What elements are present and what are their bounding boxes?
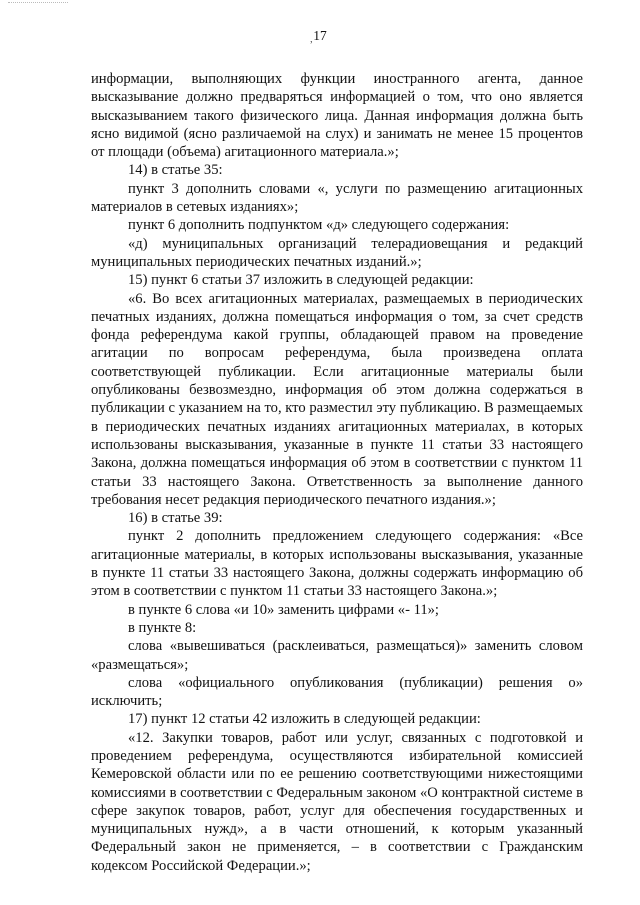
paragraph: «д) муниципальных организаций телерадиовещания и редакций муниципальных периодических печатных изданий.»; xyxy=(91,235,583,270)
paragraph: в пункте 6 слова «и 10» заменить цифрами «- 11»; xyxy=(128,601,439,618)
paragraph: слова «вывешиваться (расклеиваться, размещаться)» заменить словом «размещаться»; xyxy=(91,638,583,673)
paragraph: 16) в статье 39: xyxy=(128,510,223,527)
paragraph: пункт 2 дополнить предложением следующего содержания: «Все агитационные материалы, в которых использованы высказывания, указанные в пункте 11 статьи 33 настоящего Закона, должны содержать информацию об этом в соответствии с пунктом 11 статьи 33 настоящего Закона.»; xyxy=(91,528,583,600)
paragraph: пункт 6 дополнить подпунктом «д» следующего содержания: xyxy=(128,217,510,234)
paragraph: 17) пункт 12 статьи 42 изложить в следующей редакции: xyxy=(128,711,481,728)
page-number: 17 xyxy=(313,28,327,43)
tick-mark: , xyxy=(310,33,313,45)
paragraph: 15) пункт 6 статьи 37 изложить в следующей редакции: xyxy=(128,272,474,289)
paragraph: в пункте 8: xyxy=(128,619,197,636)
scan-artifact xyxy=(8,2,68,6)
document-body xyxy=(91,70,583,875)
paragraph: слова «официального опубликования (публикации) решения о» исключить; xyxy=(91,674,583,710)
paragraph: «12. Закупки товаров, работ или услуг, связанных с подготовкой и проведением референдума, осуществляются избирательной комиссией Кемеровской области или по ее решению соответствующими нижестоящими комиссиями в соответствии с Федеральным законом «О контрактной системе в сфере закупок товаров, работ, услуг для обеспечения государственных и муниципальных нужд», а в части отношений, к которым указанный Федеральный закон не применяется, – в соответствии с Гражданским кодексом Российской Федерации.»; xyxy=(91,729,583,874)
paragraph: пункт 3 дополнить словами «, услуги по размещению агитационных материалов в сетевых изданиях»; xyxy=(91,180,583,216)
paragraph: информации, выполняющих функции иностранного агента, данное высказывание должно предваряться информацией о том, что оно является высказыванием такого физического лица. Данная информация должна быть ясно видимой (ясно различаемой на слух) и занимать не менее 15 процентов от площади (объема) агитационного материала.»; xyxy=(91,71,583,161)
paragraph: «6. Во всех агитационных материалах, размещаемых в периодических печатных изданиях, должна помещаться информация о том, за счет средств фонда референдума какой группы, обладающей правом на проведение агитации по вопросам референдума, была произведена оплата соответствующей публикации. Если агитационные материалы были опубликованы безвозмездно, информация об этом должна содержаться в публикации с указанием на то, кто разместил эту публикацию. В размещаемых в периодических печатных изданиях агитационных материалах, в которых использованы высказывания, указанные в пункте 11 статьи 33 настоящего Закона, должна помещаться информация об этом в соответствии с пунктом 11 статьи 33 настоящего Закона. Ответственность за выполнение данного требования несет редакция периодического печатного издания.»; xyxy=(91,290,583,508)
paragraph: 14) в статье 35: xyxy=(128,162,223,179)
